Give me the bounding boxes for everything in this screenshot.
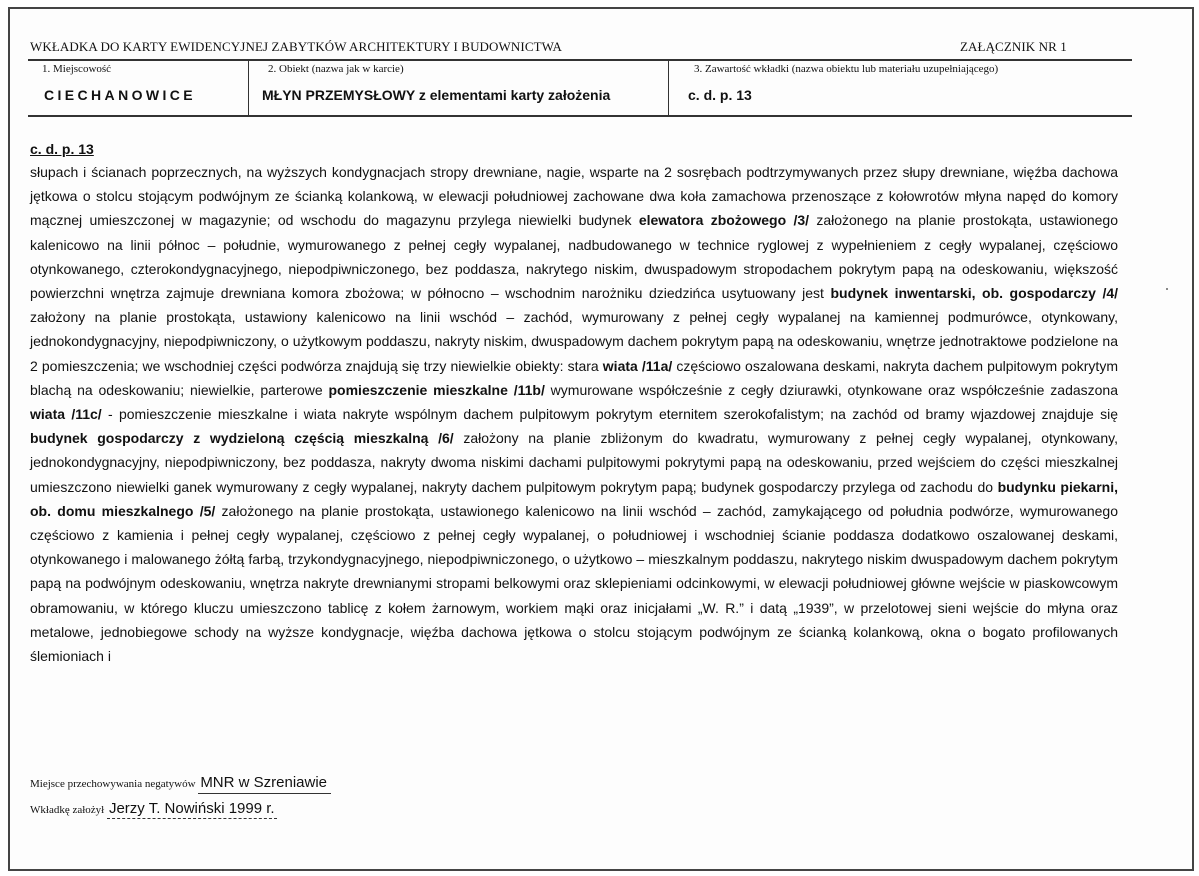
content-label: 3. Zawartość wkładki (nazwa obiektu lub materiału uzupełniającego)	[694, 63, 999, 75]
object-label: 2. Obiekt (nazwa jak w karcie)	[268, 63, 404, 75]
object-name-bold: pomieszczenie mieszkalne /11b/	[328, 381, 545, 398]
content-value: c. d. p. 13	[688, 87, 752, 103]
object-name-bold: budynek inwentarski, ob. gospodarczy /4/	[830, 285, 1119, 302]
author-label: Wkładkę założył	[30, 804, 105, 816]
body-text-segment: częściowo oszalowana deskami, nakryta dachem pulpitowym pokrytym blachą na odeskowaniu; niewielkie, parterowe	[30, 357, 1118, 398]
object-name-bold: budynku piekarni, ob. domu mieszkalnego /5/	[30, 478, 1118, 519]
body-paragraph	[30, 160, 1118, 668]
object-value: MŁYN PRZEMYSŁOWY z elementami karty założenia	[262, 87, 611, 103]
cell-divider-2	[668, 61, 669, 115]
header-rule-bottom	[28, 115, 1132, 117]
body-text-segment: założonego na planie prostokąta, ustawionego kalenicowo na linii północ – południe, wymurowanego z pełnej cegły wypalanej, nadbudowanego w technice ryglowej z wypełnieniem z cegły wypalanej, częściowo otynkowanego, czterokondygnacyjnego, niepodpiwniczonego, bez poddasza, nakrytego niskim, dwuspadowym stropodachem pokrytym papą na odeskowaniu, większość powierzchni wnętrza zajmuje drewniana komora zbożowa; w północno – wschodnim narożniku dziedzińca usytuowany jest	[30, 212, 1119, 302]
place-label: 1. Miejscowość	[42, 63, 112, 75]
body-text-segment: wymurowane współcześnie z cegły dziurawki, otynkowane oraz współcześnie zadaszona	[544, 381, 1119, 398]
body-heading: c. d. p. 13	[30, 141, 94, 157]
body-text-segment: - pomieszczenie mieszkalne i wiata nakryte wspólnym dachem pulpitowym pokrytym eternitem szerokofalistym; na zachód od bramy wjazdowej znajduje się	[101, 406, 1118, 423]
negatives-row	[30, 774, 331, 794]
object-name-bold: budynek gospodarczy z wydzieloną częścią mieszkalną /6/	[30, 430, 454, 447]
body-text-segment: założony na planie zbliżonym do kwadratu, wymurowany z pełnej cegły wypalanej, otynkowany, jednokondygnacyjny, niepodpiwniczony, bez poddasza, nakryty dwoma niskimi dachami pulpitowymi pokrytymi papą na odeskowaniu, przed wejściem do części mieszkalnej umieszczono niewielki ganek wymurowany z cegły wypalanej, nakryty dachem pulpitowym pokrytym papą; budynek gospodarczy przylega od zachodu do	[30, 430, 1118, 495]
scan-speck	[1166, 288, 1168, 290]
annex-label: ZAŁĄCZNIK NR 1	[960, 39, 1067, 54]
author-value: Jerzy T. Nowiński 1999 r.	[108, 800, 275, 817]
body-text-segment: założonego na planie prostokąta, ustawionego kalenicowo na linii wschód – zachód, zamykającego od południa podwórze, wymurowanego częściowo z kamienia i pełnej cegły wypalanej, częściowo z pełnej cegły wypalanej, o południowej i wschodniej ścianie poddasza dodatkowo oszalowanej deskami, otynkowanego i malowanego żółtą farbą, trzykondygnacyjnego, niepodpiwniczonego, o użytkowo – mieszkalnym poddaszu, nakrytego niskim dwuspadowym dachem pokrytym papą na podwójnym odeskowaniu, wnętrza nakryte drewnianymi stropami belkowymi oraz sklepieniami odcinkowymi, w elewacji południowej główne wejście w piaskowcowym obramowaniu, w którego kluczu umieszczono tablicę z kołem żarnowym, workiem mąki oraz inicjałami „W. R.” i datą „1939”, w przelotowej sieni wejście do młyna oraz metalowe, jednobiegowe schody na wyższe kondygnacje, więźba dachowa jętkowa o stolcu stojącym podwójnym ze ścianką kolankową, okna o bogato profilowanych ślemioniach i	[30, 502, 1118, 665]
body-text-segment: założony na planie prostokąta, ustawiony kalenicowo na linii wschód – zachód, wymurowany z pełnej cegły wypalanej na kamiennej podmurówce, otynkowany, jednokondygnacyjny, niepodpiwniczony, o użytkowym poddaszu, nakryty niskim, dwuspadowym dachem pokrytym papą na odeskowaniu, wnętrze jednotraktowe podzielone na 2 pomieszczenia; we wschodniej części podwórza znajdują się trzy niewielkie obiekty: stara	[30, 309, 1118, 374]
card-title: WKŁADKA DO KARTY EWIDENCYJNEJ ZABYTKÓW ARCHITEKTURY I BUDOWNICTWA	[30, 39, 563, 54]
body-text-segment: słupach i ścianach poprzecznych, na wyższych kondygnacjach stropy drewniane, nagie, wsparte na 2 sosrębach podtrzymywanych przez słupy drewniane, więźba dachowa jętkowa o stolcu stojącym podwójnym ze ścianką kolankową, w elewacji południowej zachowane dwa koła zamachowa przenoszące z kołowrotów młyna napęd do komory mącznej umieszczonej w magazynie; od wschodu do magazynu przylega niewielki budynek	[30, 164, 1118, 229]
place-value: CIECHANOWICE	[44, 87, 197, 103]
header-rule-top	[28, 59, 1132, 61]
negatives-label: Miejsce przechowywania negatywów	[30, 778, 196, 790]
negatives-value: MNR w Szreniawie	[198, 774, 331, 794]
body-text	[30, 138, 1118, 668]
author-row	[30, 800, 277, 819]
object-name-bold: wiata /11a/	[602, 357, 673, 374]
cell-divider-1	[248, 61, 249, 115]
object-name-bold: wiata /11c/	[30, 406, 102, 423]
object-name-bold: elewatora zbożowego /3/	[638, 212, 810, 229]
